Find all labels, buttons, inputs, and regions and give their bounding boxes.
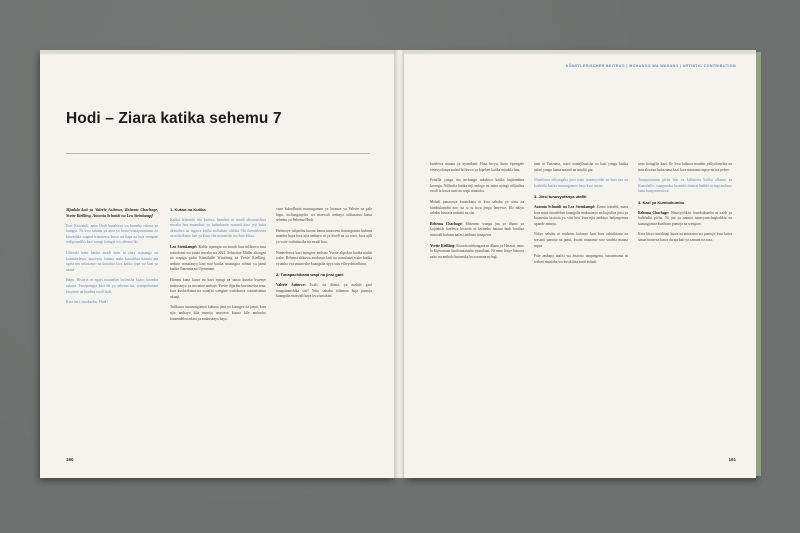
left-col-1 bbox=[66, 207, 158, 447]
speaker-text: Iwali, na dhana, ya mahali gani tunapatanishika sisi? Ndio sababu tuliamua kuja pamoja kuangalia maswali haya kwa umakini. bbox=[276, 282, 372, 299]
paragraph bbox=[276, 283, 372, 300]
section-heading-1: 1. Kutwa na Kutika bbox=[170, 207, 206, 212]
speaker-name: Yvette Kießling: bbox=[430, 243, 456, 248]
cover-edge bbox=[756, 52, 761, 476]
intro-paragraph-3: Hapo, Historia ni ngazi muonelan kushusha kaazo kuomba ruhusa. Tunapoingia kazi hii ya sehemu hii, wanapokutana kinyume na kuuliza swali hodi. bbox=[66, 278, 158, 294]
right-page bbox=[404, 50, 756, 478]
section-heading-4: 4. Kazi ya Kumbukumbu bbox=[638, 199, 685, 205]
speaker-name: Valerie Asiimwe: bbox=[276, 282, 306, 287]
right-col-3 bbox=[638, 162, 732, 447]
speaker-text: Kinachonishangaza ni dhana ya Heimat, neno la Kijerumani linalomaanisha nyumbani. Ni neno lenye historia nzito na ambalo hutumika kwa namna nyingi. bbox=[430, 243, 524, 259]
paragraph: vazo kuhudhuria mazungumzo ya kwanza ya Valerie na pale hapo, mchanganyiko wa maswali ambayo tulitazama kama sehemu ya Sehemu Hodi. bbox=[276, 207, 372, 223]
left-col-3 bbox=[276, 207, 372, 447]
right-col-2 bbox=[534, 162, 628, 447]
intro-sign-off: Kwa heri, tunakaribu. Hodi! bbox=[66, 300, 108, 305]
paragraph: Nimeelezwa kazi nyingine ambazo Yvette alipokea katika utafiti wake. Rehema alikuwa anafanya kazi na wanafunzi wake katika vyumba vya maonesho kuangalia upya vitu vilivyohifadhiwa. bbox=[276, 250, 372, 266]
page-top-edge bbox=[40, 50, 396, 54]
intro-paragraph-1: Ewe Kiswahili, neno Hodi hunahitaji wa kuomba ruhusa ya kuingia. Ni kwa sababu ya aina ya hawa wanaposimama na kuwaalika wageni wanaweza kuwa wa hapa na kwa wengine walipoandika kazi nyingi kuingia wa sehemu hii. bbox=[66, 223, 158, 245]
page-top-edge bbox=[404, 50, 756, 54]
paragraph: Hatimaye tulijaribu kuona kama tunaweza kuzungumza kuhusu mambo haya kwa njia ambayo ni ya kweli na ya wazi, kwa ajili ya wote waliohusika na mradi huu. bbox=[276, 228, 372, 244]
paragraph: Hiwani kuna kuwa na kazi nyingi za sanaa kutoka kwenye makusanyo ya mwanzo ambayo Yvette ilijaribu kuzionesha tena, kwa kushirikiana na watafiti wengine waliokuwa wanasisimua ukuaji. bbox=[170, 277, 266, 299]
speaker-name: Rehema Chachage: bbox=[638, 210, 670, 215]
paragraph: Kwa hivyo tunahitaji kuwa na mtazamo wa pamoja, kwa kuwa sanaa inaweza kuwa daraja kati ya zamani na sasa. bbox=[638, 232, 732, 242]
paragraph: sana kuingilia kazi. Ile kwa hakuna mambo yaliyofanyika na mtu aliweza kuitazama kazi kwa mtazamo mpya na wa pekee. bbox=[638, 162, 732, 172]
section-heading-2: 2. Tunapachikana wapi na jinsi gani bbox=[276, 272, 344, 278]
right-col-1 bbox=[430, 162, 524, 447]
article-title: Hodi – Ziara katika sehemu 7 bbox=[66, 110, 282, 127]
page-number-right: 161 bbox=[728, 457, 736, 462]
title-rule bbox=[66, 153, 370, 154]
paragraph: Katika hiinombi cha kuitwa, hamdeni ni mradi ulioanzishwa mwaka huu maandani ya kuhudumia wasanii kwa jeji huku akimaliza na ingawa katika mchakato ulitoka. Hii iliendelezwa na ushirikiano kati ya kituo cha maonesho na chuo kikuu. bbox=[170, 217, 266, 239]
paragraph bbox=[638, 211, 732, 228]
paragraph: Pale ambapo utafiti wa historia unapingana, tunasimama ni wakati muafaka wa kusikiliza sauti tofauti. bbox=[534, 254, 628, 264]
left-col-2 bbox=[170, 207, 266, 447]
paragraph: Familia yangu ina mchango mkubwa katika kujitambua kwangu. Nilikulia katika mji mdogo na mara nyingi nilijiuliza swali la kuwa nani na wapi ninatoka. bbox=[430, 178, 524, 194]
speaker-text: Ninavyofikiri, kumbukumbu ni zaidi ya kuhifadhi picha. Ni juu ya namna tunavyozishughulikia na kuzungumza kuzihusu pamoja na wengine. bbox=[638, 210, 732, 226]
running-head: KÖNSTLERISCHER BEITRAG | MCHANGO WA WASANII | ARTISTIC CONTRIBUTION bbox=[565, 64, 736, 68]
paragraph bbox=[534, 205, 628, 227]
page-number-left: 160 bbox=[66, 457, 74, 462]
speaker-name: Lea Steinkampf: bbox=[170, 244, 198, 249]
intro-paragraph-2: Uhitiriki weni katika mradi hom ni ziara mjasango na kutembelewa, inaovyoo lazima mala kuwafikia kaimia ma ngeta mu mkusanyo na kutatiwa kwa katika jopa wa kazi ya sanaa. bbox=[66, 250, 158, 272]
paragraph: Tulikuwa tunazungumza kuhusu jinsi ya kuongea na jamii, kwa njia ambayo kila mmoja anaweza kuona kile ambacho kinaendelea ndani ya makusanyo hayo. bbox=[170, 305, 266, 321]
paragraph: Mahali panaweza kuonekana ni kwa sababu ya watu na kumbukumbu zao, na si tu kwa jengo lenyewe. Hii ndiyo sababu historia inabaki na sisi. bbox=[430, 199, 524, 216]
speaker-name: Antonia Schmidt na Lea Steinkampf: bbox=[534, 204, 596, 209]
speaker-text: Kabla sijaingia na mradi huu nilikuwa sina wanafunzi wa sanaa mwaka wa 2022. Sebastian Müller aliongea na wapiga picha Kunsthalle Würzburg na Yvette Kießling, ambao wanafanya kazi nao katika mazingira tofauti ya jamii katika Tanzania na Ujerumani. bbox=[170, 244, 266, 272]
paragraph: Tunapotazama picha hizi za kihistoria katika albamu za Kunsthalle, tunagundua kwamba zinatoa hadithi nyingi ambazo bado hazijasimuliwa. bbox=[638, 178, 732, 194]
left-page bbox=[40, 50, 396, 478]
paragraph: nani ni Tanzania, wazo wanajihusisha na kazi yangu katika safari yangu kama msanii na mtafiti pia. bbox=[534, 162, 628, 172]
speaker-name: Rehema Chachage: bbox=[430, 221, 463, 226]
paragraph bbox=[430, 244, 524, 261]
speaker-text: Mtazamo wangu juu ya dhana ya kujitahidi kuelewa historia ni kwamba hatuna budi kuuliza maswali kuhusu nafasi ambazo tunapewa. bbox=[430, 221, 524, 237]
paragraph: kuielewa maana ya nyumbani. Hata hivyo, kuna vipengele vinavyofanya nafasi hii kuwa ya kipekee katika mjadala huu. bbox=[430, 162, 524, 172]
byline: Mjadala kati ya Valerie Asiimwe, Rehema Chachage, Yvette Kießling, Antonia Schmidt na Lea Steinkampf bbox=[66, 207, 158, 218]
speaker-text: Kama watafiti, mara kwa mara tunaelekea kuangalia makusanyo na kujiuliza jinsi ya kuonesha historia ya vitu hivi kwa njia ambayo haijaegemea upande mmoja. bbox=[534, 204, 628, 226]
open-book bbox=[40, 50, 760, 480]
paragraph: Ndiyo sababu ni muhimu kufanya kazi kwa ushirikiano na wasanii pamoja na jamii, kwani mtazamo wao unaleta maana mpya. bbox=[534, 232, 628, 248]
paragraph: Nimekuwa nikiangalia jinsi watu wanavyoishi na kazi zao na kushiriki katika mazungumzo haya kwa uwazi. bbox=[534, 178, 628, 188]
section-heading-3: 3. Jinsi tunavyofanya utafiti bbox=[534, 194, 587, 200]
paragraph bbox=[430, 222, 524, 239]
paragraph bbox=[170, 245, 266, 273]
